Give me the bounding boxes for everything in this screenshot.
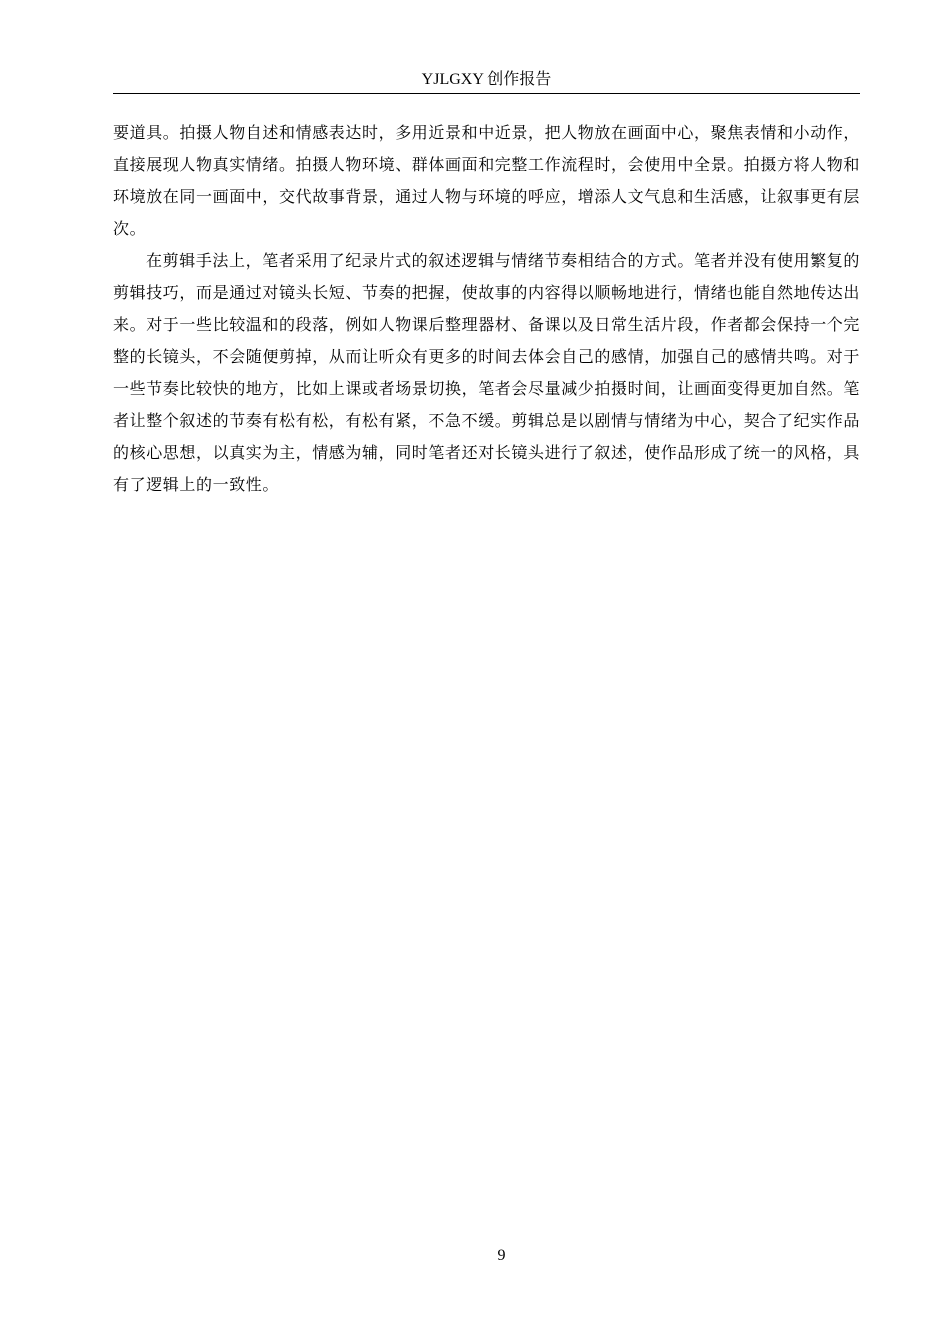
paragraph-continued: 要道具。拍摄人物自述和情感表达时，多用近景和中近景，把人物放在画面中心，聚焦表情和小动作，直接展现人物真实情绪。拍摄人物环境、群体画面和完整工作流程时，会使用中全景。拍摄方将人物和环境放在同一画面中，交代故事背景，通过人物与环境的呼应，增添人文气息和生活感，让叙事更有层次。: [113, 123, 861, 238]
body-text: [113, 117, 860, 501]
paragraph-editing-technique: 在剪辑手法上，笔者采用了纪录片式的叙述逻辑与情绪节奏相结合的方式。笔者并没有使用繁复的剪辑技巧，而是通过对镜头长短、节奏的把握，使故事的内容得以顺畅地进行，情绪也能自然地传达出来。对于一些比较温和的段落，例如人物课后整理器材、备课以及日常生活片段，作者都会保持一个完整的长镜头，不会随便剪掉，从而让听众有更多的时间去体会自己的感情，加强自己的感情共鸣。对于一些节奏比较快的地方，比如上课或者场景切换，笔者会尽量减少拍摄时间，让画面变得更加自然。笔者让整个叙述的节奏有松有松，有松有紧，不急不缓。剪辑总是以剧情与情绪为中心，契合了纪实作品的核心思想，以真实为主，情感为辅，同时笔者还对长镜头进行了叙述，使作品形成了统一的风格，具有了逻辑上的一致性。: [113, 251, 861, 494]
header-divider: [113, 93, 860, 94]
page-number: 9: [497, 1247, 506, 1264]
running-header: YJLGXY 创作报告: [421, 71, 552, 88]
